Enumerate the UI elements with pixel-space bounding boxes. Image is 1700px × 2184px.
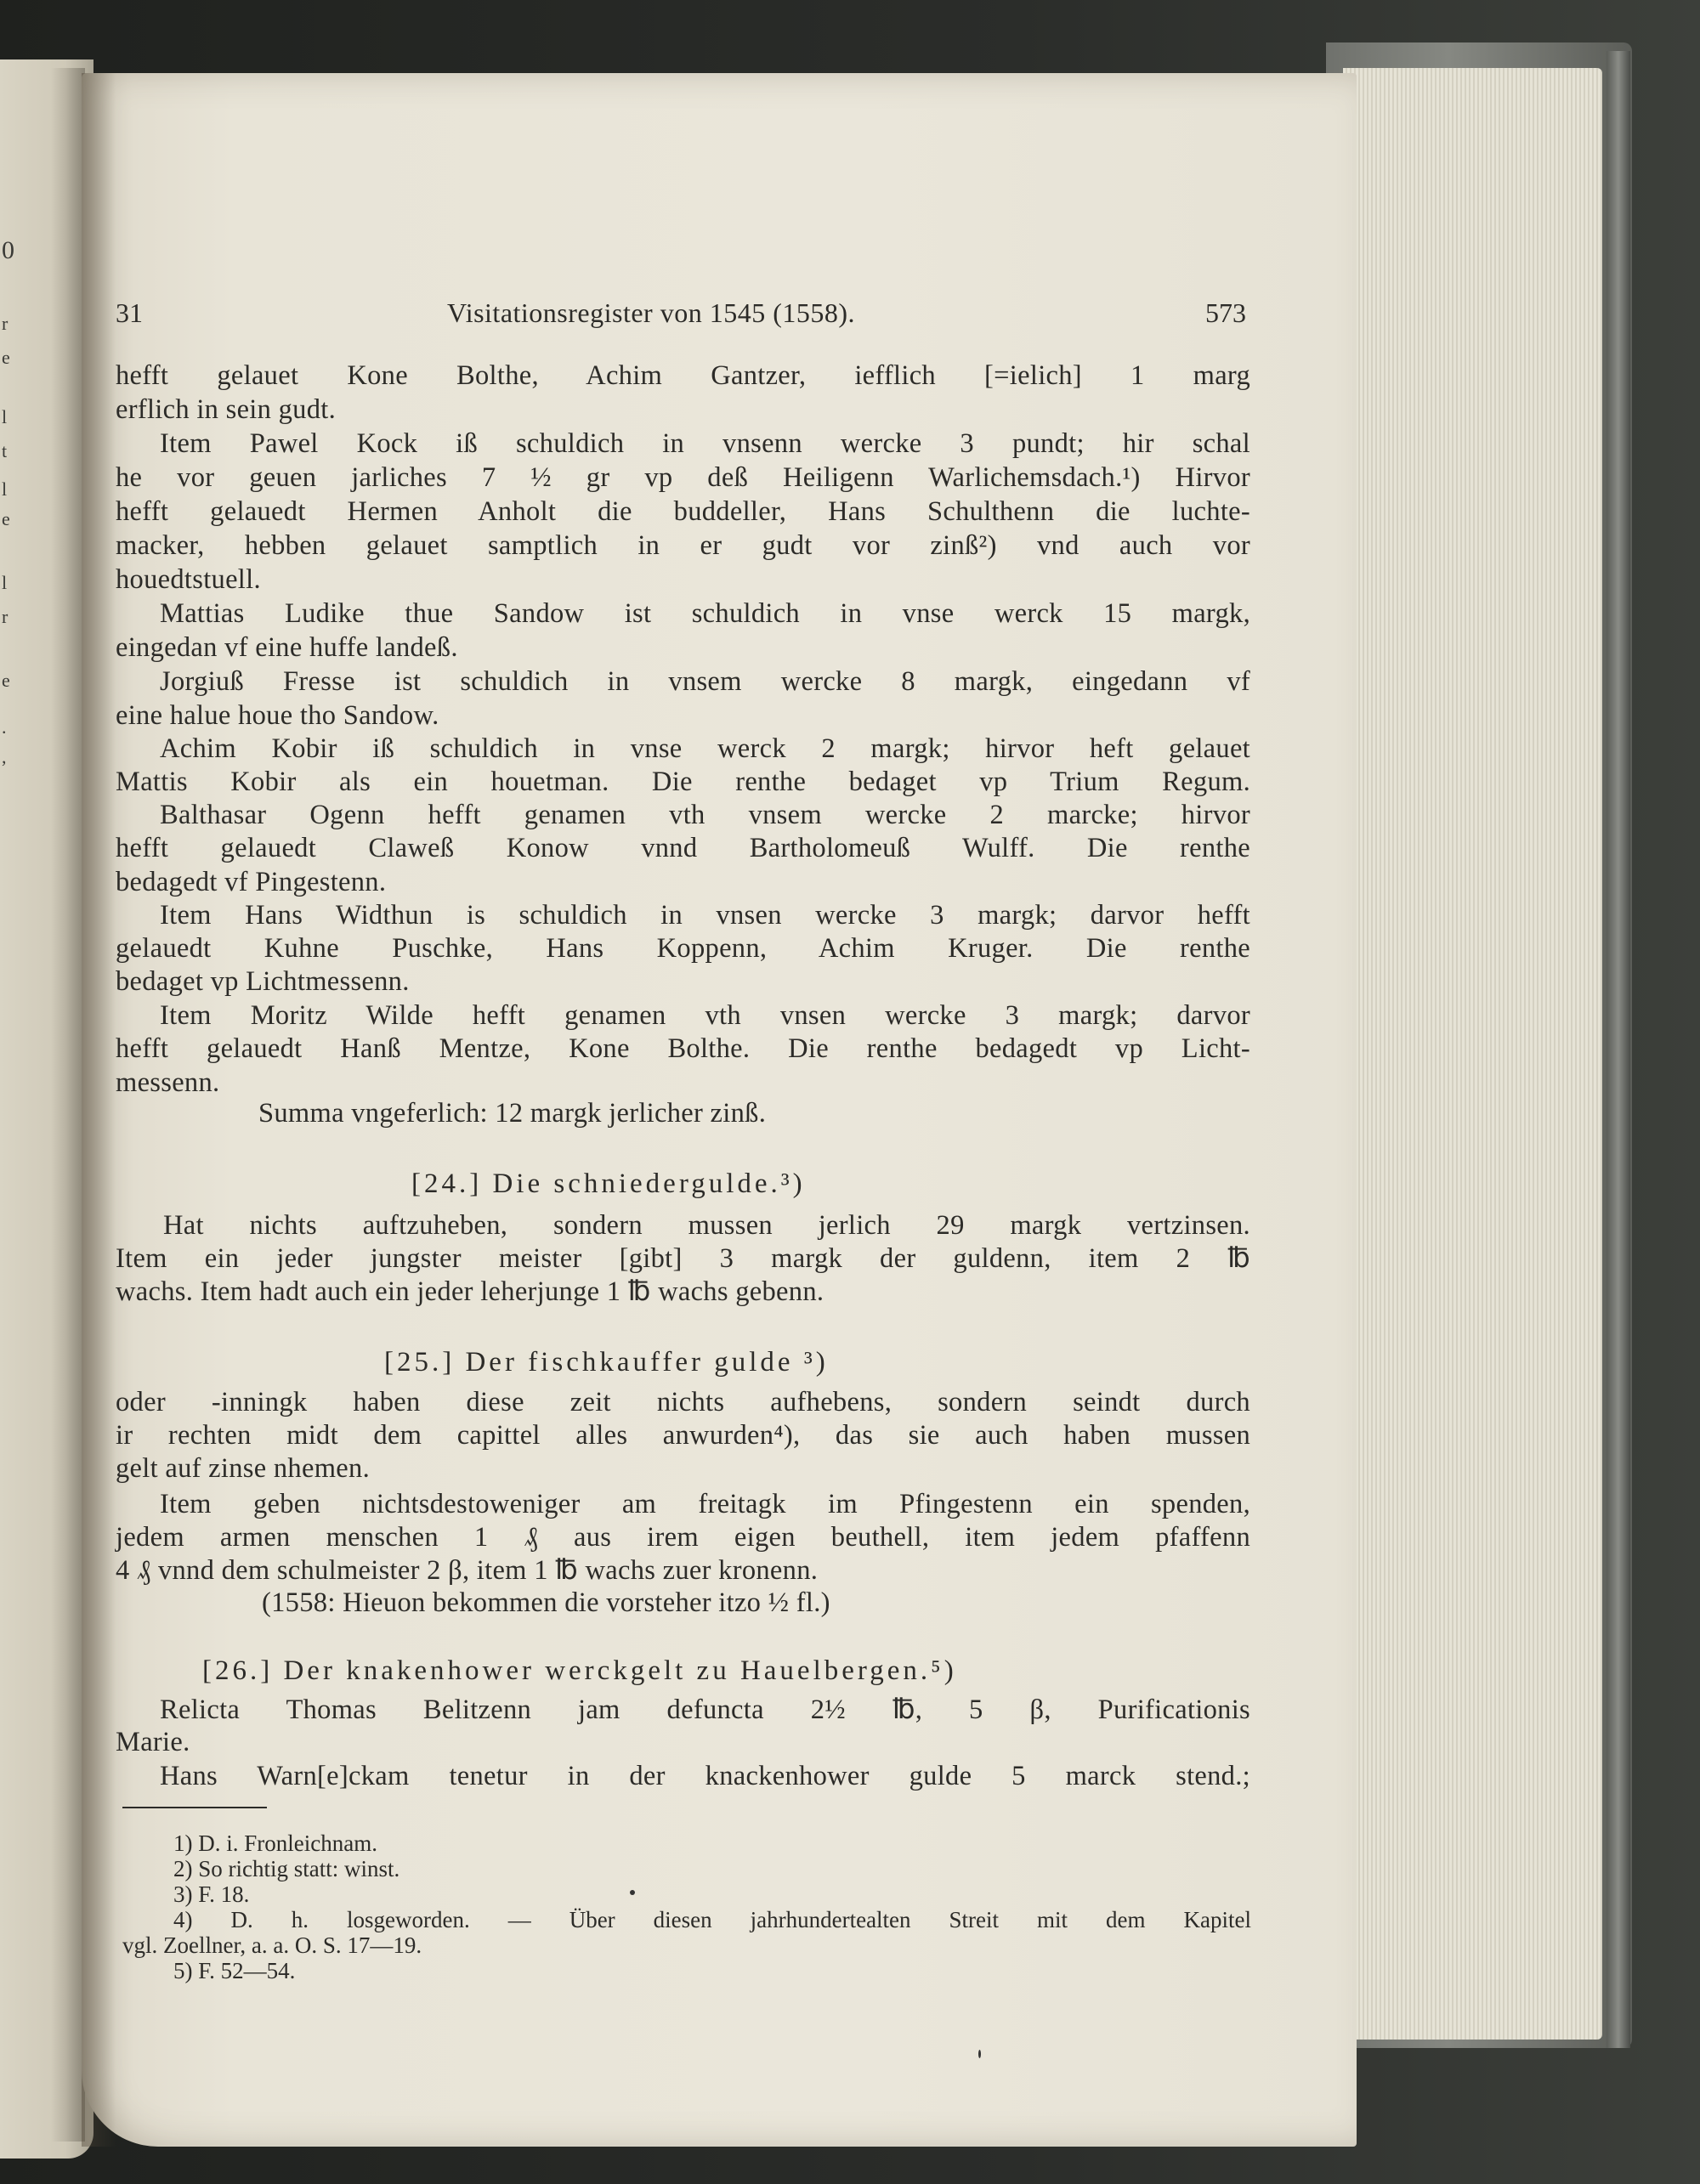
footnote-rule	[122, 1807, 267, 1808]
running-header	[116, 297, 1246, 335]
footnote: 4) D. h. losgeworden. — Über diesen jahrhundertealten Streit mit dem Kapitel	[173, 1907, 1251, 1932]
body-line: hefft gelauet Kone Bolthe, Achim Gantzer, iefflich [=ielich] 1 marg	[116, 360, 1250, 391]
header-left-number: 31	[116, 297, 143, 328]
body-line: houedtstuell.	[116, 564, 261, 595]
body-line: hefft gelauedt Claweß Konow vnnd Bartholomeuß Wulff. Die renthe	[116, 833, 1250, 863]
footnote: 1) D. i. Fronleichnam.	[173, 1830, 377, 1856]
ink-speck	[978, 2050, 981, 2058]
running-title: Visitationsregister von 1545 (1558).	[447, 297, 856, 328]
body-line: hefft gelauedt Hermen Anholt die buddeller, Hans Schulthenn die luchte-	[116, 496, 1250, 527]
left-fragment: l	[2, 572, 8, 593]
section-24-line: Hat nichts auftzuheben, sondern mussen jerlich 29 margk vertzinsen.	[163, 1210, 1250, 1241]
body-line: eingedan vf eine huffe landeß.	[116, 632, 458, 663]
body-line: messenn.	[116, 1067, 220, 1098]
left-fragment: l	[2, 406, 8, 427]
section-24-line: Item ein jeder jungster meister [gibt] 3 margk der guldenn, item 2 ℔	[116, 1243, 1250, 1274]
summa-line: Summa vngeferlich: 12 margk jerlicher zinß.	[258, 1098, 767, 1129]
section-25-line: Item geben nichtsdestoweniger am freitagk im Pfingestenn ein spenden,	[160, 1489, 1250, 1519]
section-heading-26: [26.] Der knakenhower werckgelt zu Hauelbergen.⁵)	[202, 1655, 957, 1686]
section-25-line: jedem armen menschen 1 ₰ aus irem eigen beuthell, item jedem pfaffenn	[116, 1522, 1250, 1553]
section-24-line: wachs. Item hadt auch ein jeder leherjunge 1 ℔ wachs gebenn.	[116, 1276, 824, 1307]
book-page	[82, 73, 1357, 2147]
section-25-line: 4 ₰ vnnd dem schulmeister 2 β, item 1 ℔ wachs zuer kronenn.	[116, 1555, 819, 1586]
body-line: Mattias Ludike thue Sandow ist schuldich in vnse werck 15 margk,	[160, 598, 1250, 629]
body-line: Balthasar Ogenn hefft genamen vth vnsem wercke 2 marcke; hirvor	[160, 800, 1250, 830]
body-line: Mattis Kobir als ein houetman. Die renthe bedaget vp Trium Regum.	[116, 767, 1250, 797]
body-line: erflich in sein gudt.	[116, 394, 337, 425]
section-25-line: oder -inningk haben diese zeit nichts aufhebens, sondern seindt durch	[116, 1387, 1250, 1417]
footnote: 5) F. 52—54.	[173, 1958, 296, 1983]
body-line: Item Moritz Wilde hefft genamen vth vnsen wercke 3 margk; darvor	[160, 1000, 1250, 1031]
footnote: vgl. Zoellner, a. a. O. S. 17—19.	[122, 1932, 422, 1958]
page-number: 573	[1205, 297, 1246, 328]
section-25-line: ir rechten midt dem capittel alles anwurden⁴), das sie auch haben mussen	[116, 1420, 1250, 1451]
body-line: bedaget vp Lichtmessenn.	[116, 966, 410, 997]
left-fragment: .	[2, 716, 7, 738]
body-line: Item Pawel Kock iß schuldich in vnsenn wercke 3 pundt; hir schal	[160, 428, 1250, 459]
left-fragment: r	[2, 606, 8, 627]
body-line: hefft gelauedt Hanß Mentze, Kone Bolthe. Die renthe bedagedt vp Licht-	[116, 1033, 1250, 1064]
body-line: Item Hans Widthun is schuldich in vnsen wercke 3 margk; darvor hefft	[160, 900, 1250, 931]
section-26-line: Marie.	[116, 1727, 190, 1757]
footnote: 2) So richtig statt: winst.	[173, 1856, 400, 1881]
body-line: Jorgiuß Fresse ist schuldich in vnsem wercke 8 margk, eingedann vf	[160, 666, 1250, 697]
section-heading-24: [24.] Die schniedergulde.³)	[411, 1168, 806, 1199]
left-fragment: t	[2, 440, 8, 461]
footnote: 3) F. 18.	[173, 1881, 250, 1907]
section-26-line: Relicta Thomas Belitzenn jam defuncta 2½ ℔, 5 β, Purificationis	[160, 1695, 1250, 1725]
left-fragment: r	[2, 313, 8, 334]
body-line: Achim Kobir iß schuldich in vnse werck 2 margk; hirvor heft gelauet	[160, 733, 1250, 764]
page-text	[82, 73, 1357, 2147]
left-fragment: 0	[2, 236, 14, 264]
section-25-line: gelt auf zinse nhemen.	[116, 1453, 370, 1484]
left-fragment: ,	[2, 746, 7, 767]
left-gutter-shadow	[51, 68, 85, 2142]
body-line: eine halue houe tho Sandow.	[116, 700, 439, 731]
cover-spine	[1606, 51, 1630, 2048]
left-fragment: e	[2, 670, 10, 691]
left-fragment: l	[2, 478, 8, 500]
body-line: bedagedt vf Pingestenn.	[116, 867, 387, 897]
section-25-line: (1558: Hieuon bekommen die vorsteher itzo ½ fl.)	[262, 1587, 830, 1618]
ink-speck	[630, 1890, 635, 1895]
section-heading-25: [25.] Der fischkauffer gulde ³)	[384, 1347, 829, 1378]
body-line: macker, hebben gelauet samptlich in er gudt vor zinß²) vnd auch vor	[116, 530, 1250, 561]
body-line: he vor geuen jarliches 7 ½ gr vp deß Heiligenn Warlichemsdach.¹) Hirvor	[116, 462, 1250, 493]
body-line: gelauedt Kuhne Puschke, Hans Koppenn, Achim Kruger. Die renthe	[116, 933, 1250, 964]
left-fragment: e	[2, 347, 10, 368]
page-block-edges	[1343, 68, 1602, 2040]
left-fragment: e	[2, 508, 10, 529]
section-26-line: Hans Warn[e]ckam tenetur in der knackenhower gulde 5 marck stend.;	[160, 1761, 1250, 1791]
